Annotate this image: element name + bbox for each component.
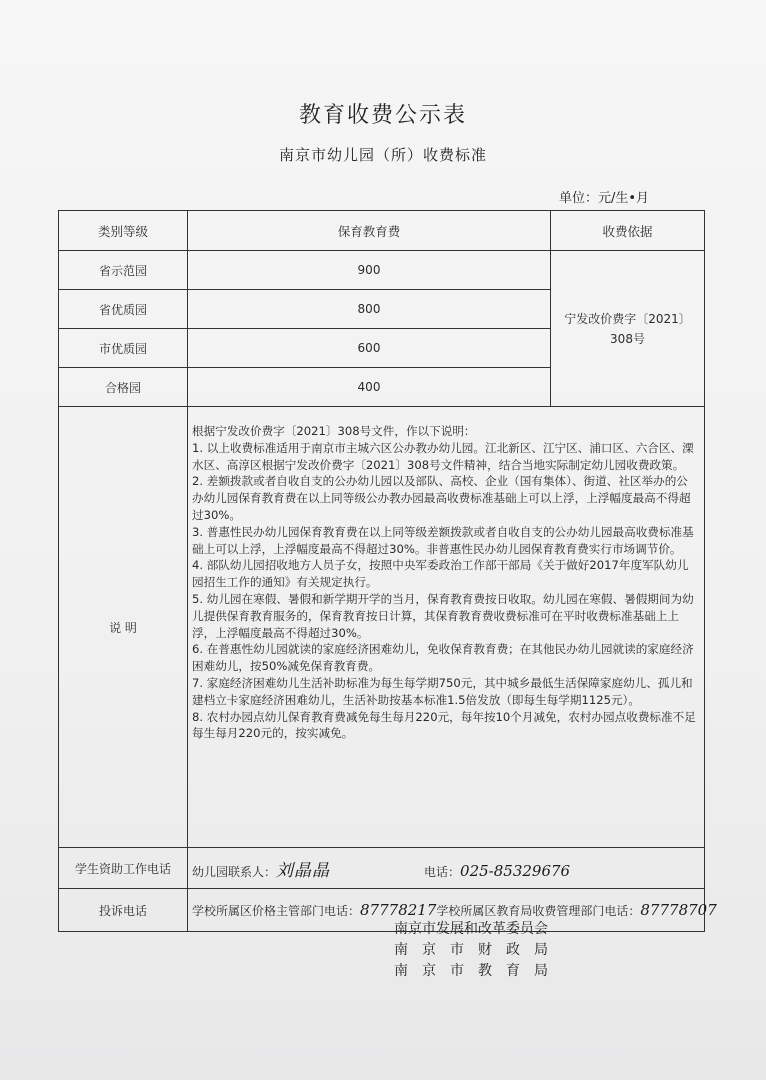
note-paragraph: 根据宁发改价费字〔2021〕308号文件，作以下说明： <box>192 424 476 438</box>
complaint-label: 投诉电话 <box>59 889 188 932</box>
complaint-row <box>59 889 705 932</box>
fee-cell: 900 <box>188 251 551 290</box>
notes-row <box>59 407 705 848</box>
level-cell: 省优质园 <box>59 290 188 329</box>
contact-person-name: 刘晶晶 <box>276 860 331 881</box>
fee-table <box>58 210 717 932</box>
contact-phone-label: 电话： <box>424 864 461 879</box>
unit-label: 单位：元/生•月 <box>559 191 650 206</box>
note-paragraph: 1. 以上收费标准适用于南京市主城六区公办教办幼儿园。江北新区、江宁区、浦口区、六合区、溧水区、高淳区根据宁发改价费字〔2021〕308号文件精神，结合当地实际制定幼儿园收费政策。 <box>192 440 694 472</box>
fee-cell: 400 <box>188 368 551 407</box>
contact-person-label: 幼儿园联系人： <box>192 864 277 879</box>
note-paragraph: 3. 普惠性民办幼儿园保育教育费在以上同等级差额拨款或者自收自支的公办幼儿园最高收费标准基础上可以上浮，上浮幅度最高不得超过30%。非普惠性民办幼儿园保育教育费实行市场调节价。 <box>192 524 694 556</box>
signatory: 南 京 市 教 育 局 <box>394 963 548 979</box>
notes-label: 说 明 <box>59 407 188 848</box>
contact-row <box>59 848 705 889</box>
contact-cell <box>188 848 705 889</box>
header-fee: 保育教育费 <box>188 211 551 251</box>
level-cell: 省示范园 <box>59 251 188 290</box>
note-paragraph: 8. 农村办园点幼儿保育教育费减免每生每月220元，每年按10个月减免，农村办园点收费标准不足每生每月220元的，按实减免。 <box>192 709 696 741</box>
edu-dept-phone: 87778707 <box>640 901 717 919</box>
price-dept-label: 学校所属区价格主管部门电话： <box>192 904 361 918</box>
price-dept-phone: 87778217 <box>360 901 437 919</box>
notes-cell <box>188 407 705 848</box>
signatory: 南 京 市 财 政 局 <box>394 942 548 958</box>
contact-label: 学生资助工作电话 <box>59 848 188 889</box>
note-paragraph: 2. 差额拨款或者自收自支的公办幼儿园以及部队、高校、企业（国有集体）、街道、社区举办的公办幼儿园保育教育费在以上同等级公办教办园最高收费标准基础上可以上浮，上浮幅度最高不得超过30%。 <box>192 474 691 522</box>
fee-cell: 600 <box>188 329 551 368</box>
note-paragraph: 6. 在普惠性幼儿园就读的家庭经济困难幼儿，免收保育教育费；在其他民办幼儿园就读的家庭经济困难幼儿，按50%减免保育教育费。 <box>192 642 694 674</box>
signatory-block <box>394 919 548 982</box>
level-cell: 合格园 <box>59 368 188 407</box>
signatory: 南京市发展和改革委员会 <box>394 921 548 937</box>
header-level: 类别等级 <box>59 211 188 251</box>
fee-cell: 800 <box>188 290 551 329</box>
note-paragraph: 7. 家庭经济困难幼儿生活补助标准为每生每学期750元，其中城乡最低生活保障家庭幼儿、孤儿和建档立卡家庭经济困难幼儿，生活补助按基本标准1.5倍发放（即每生每学期1125元）。 <box>192 675 693 707</box>
basis-line: 宁发改价费字〔2021〕 <box>564 311 691 326</box>
contact-phone: 025-85329676 <box>460 861 571 880</box>
level-cell: 市优质园 <box>59 329 188 368</box>
basis-line: 308号 <box>610 331 645 346</box>
header-basis: 收费依据 <box>551 211 705 251</box>
edu-dept-label: 学校所属区教育局收费管理部门电话： <box>436 904 641 918</box>
document-subtitle: 南京市幼儿园（所）收费标准 <box>278 146 487 164</box>
table-row <box>59 251 705 290</box>
document-title: 教育收费公示表 <box>298 103 467 128</box>
basis-cell <box>551 251 705 407</box>
note-paragraph: 5. 幼儿园在寒假、暑假和新学期开学的当月，保育教育费按日收取。幼儿园在寒假、暑假期间为幼儿提供保育教育服务的，保育教育按日计算，其保育教育费收费标准可在平时收费标准基础上上浮，上浮幅度最高不得超过30%。 <box>192 591 694 640</box>
note-paragraph: 4. 部队幼儿园招收地方人员子女，按照中央军委政治工作部干部局《关于做好2017年度军队幼儿园招生工作的通知》有关规定执行。 <box>192 558 689 590</box>
table-header-row <box>59 211 705 251</box>
